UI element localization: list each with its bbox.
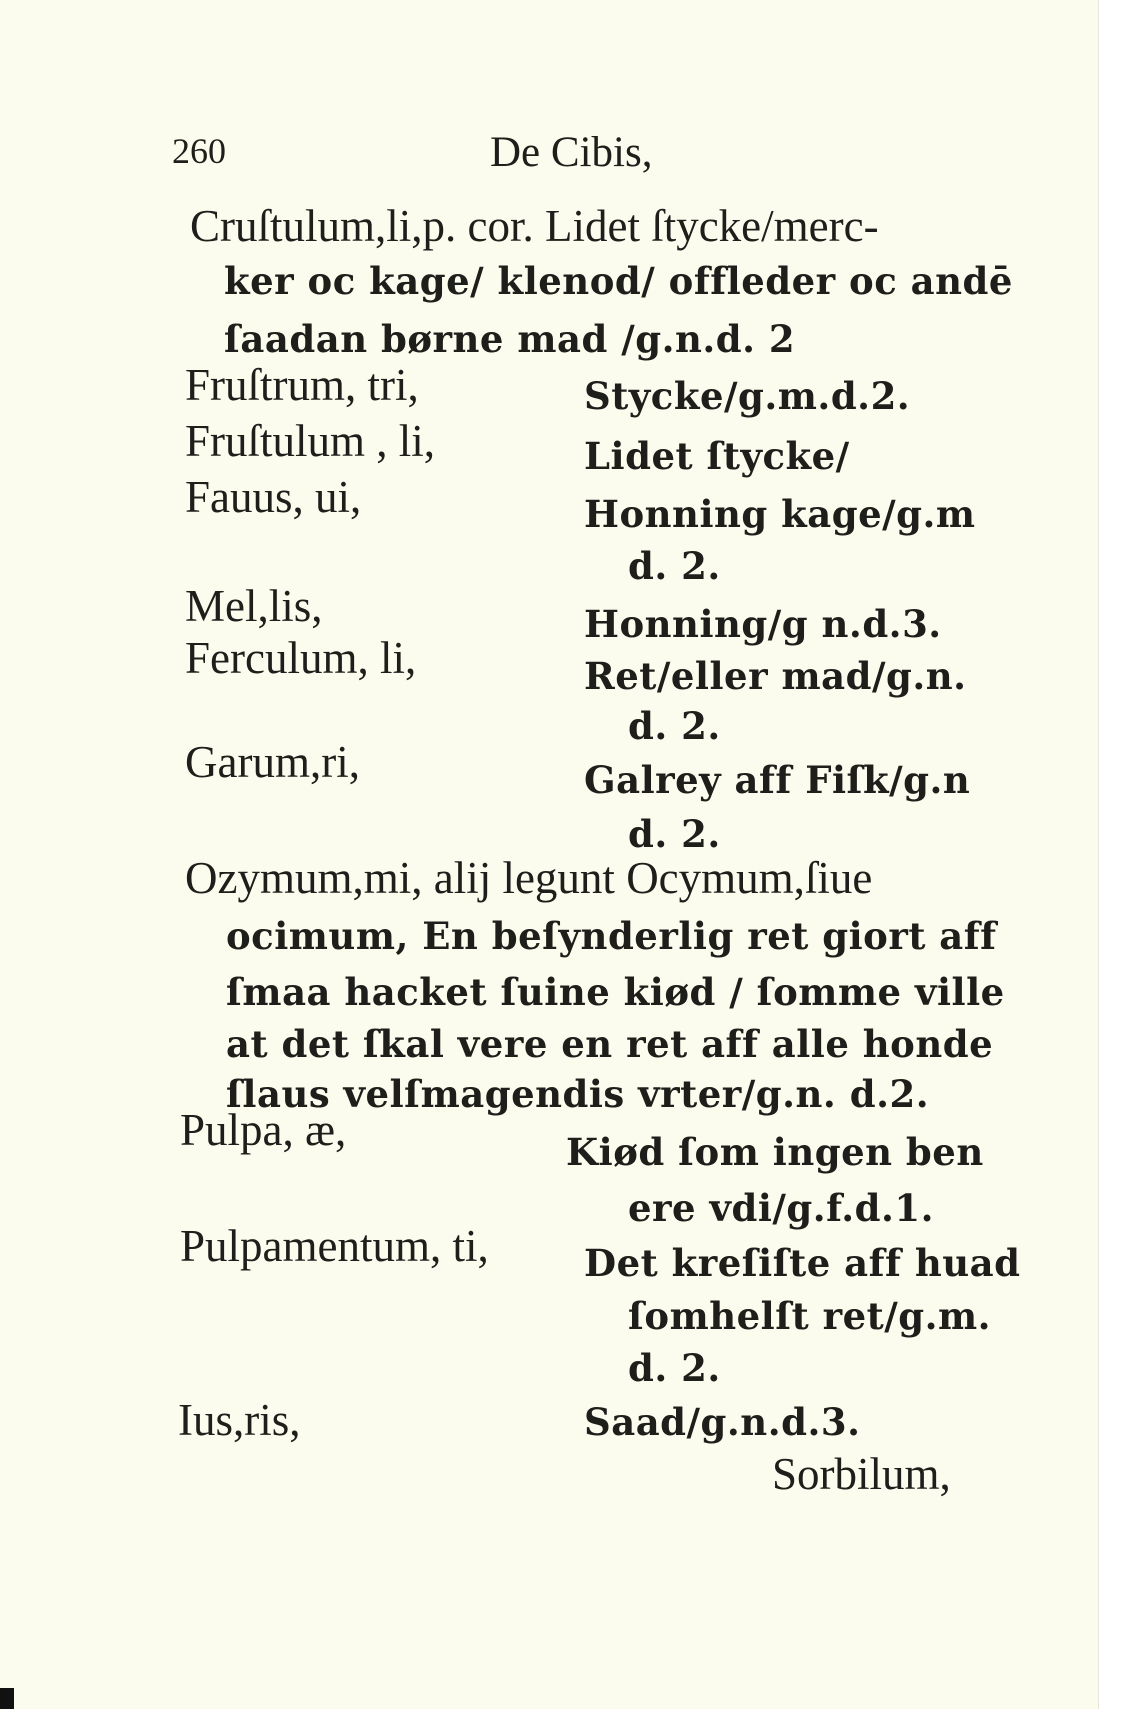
- running-head: De Cibis,: [490, 129, 653, 176]
- page-edge: [1098, 0, 1128, 1709]
- danish-gloss: ſomhelſt ret/g.m.: [628, 1294, 992, 1338]
- scan-corner-mark: [0, 1688, 14, 1709]
- danish-gloss: Stycke/g.m.d.2.: [584, 374, 911, 418]
- latin-headword: Fauus, ui,: [185, 472, 362, 522]
- danish-gloss: Lidet ſtycke/: [584, 434, 850, 478]
- danish-gloss: d. 2.: [628, 1346, 721, 1390]
- catchword: Sorbilum,: [772, 1449, 951, 1499]
- latin-headword: Pulpamentum, ti,: [180, 1221, 489, 1271]
- latin-headword: Ferculum, li,: [185, 633, 417, 683]
- entry-line: ocimum, En beſynderlig ret giort aff: [226, 914, 997, 958]
- latin-headword: Pulpa, æ,: [180, 1105, 347, 1155]
- entry-line: ſmaa hacket ſuine kiød / ſomme ville: [226, 970, 1005, 1014]
- entry-line: Cruſtulum,li,p. cor. Lidet ſtycke/merc-: [190, 201, 879, 251]
- entry-line: ſlaus velſmagendis vrter/g.n. d.2.: [226, 1072, 930, 1116]
- danish-gloss: Saad/g.n.d.3.: [584, 1400, 861, 1444]
- page-number: 260: [172, 131, 226, 171]
- latin-headword: Ius,ris,: [178, 1395, 301, 1445]
- danish-gloss: d. 2.: [628, 544, 721, 588]
- danish-gloss: Galrey aff Fiſk/g.n: [584, 758, 971, 802]
- danish-gloss: Honning kage/g.m: [584, 492, 976, 536]
- latin-headword: Garum,ri,: [185, 737, 360, 787]
- entry-line: Ozymum,mi, alij legunt Ocymum,ſiue: [185, 853, 873, 903]
- danish-gloss: Det kreſiſte aff huad: [584, 1241, 1021, 1285]
- danish-gloss: d. 2.: [628, 704, 721, 748]
- latin-headword: Fruſtrum, tri,: [185, 360, 419, 410]
- danish-gloss: ere vdi/g.f.d.1.: [628, 1186, 935, 1230]
- entry-line: ſaadan børne mad /g.n.d. 2: [224, 317, 796, 361]
- entry-line: at det ſkal vere en ret aff alle honde: [226, 1022, 994, 1066]
- latin-headword: Mel,lis,: [185, 581, 323, 631]
- entry-line: ker oc kage/ klenod/ offleder oc andē: [224, 259, 1013, 303]
- danish-gloss: Kiød ſom ingen ben: [566, 1130, 984, 1174]
- danish-gloss: Honning/g n.d.3.: [584, 602, 942, 646]
- latin-headword: Fruſtulum , li,: [185, 416, 436, 466]
- danish-gloss: Ret/eller mad/g.n.: [584, 654, 967, 698]
- danish-gloss: d. 2.: [628, 812, 721, 856]
